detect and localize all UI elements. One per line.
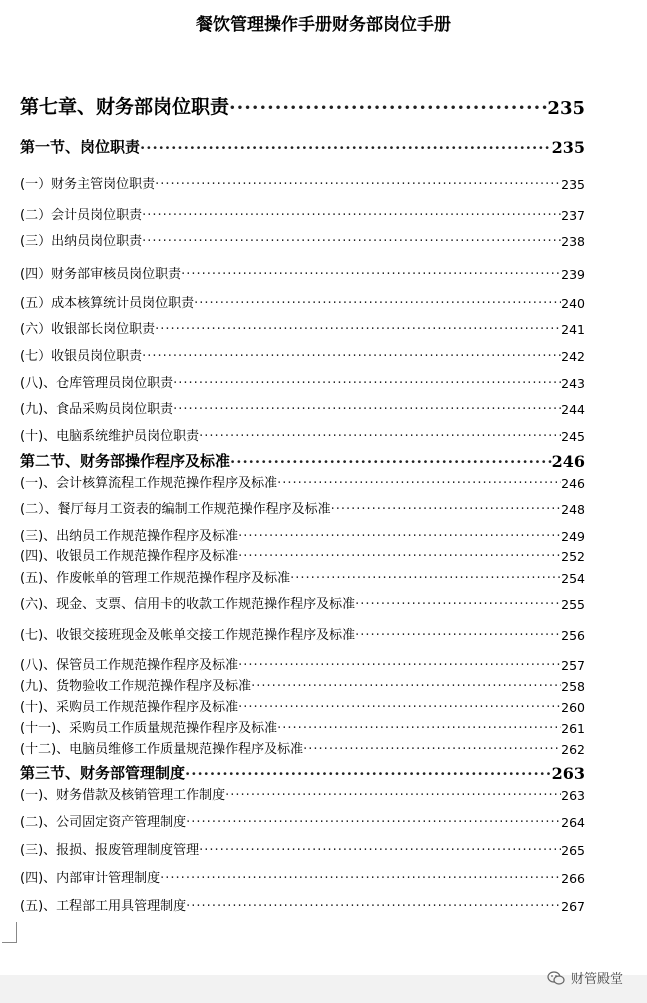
toc-page-number: 263 [561,788,585,803]
toc-section [20,450,585,471]
toc-item [20,498,585,517]
toc-entry-text: (五)、作废帐单的管理工作规范操作程序及标准 [20,571,291,586]
document-title: 餐饮管理操作手册财务部岗位手册 [196,15,451,35]
toc-item [20,717,585,736]
toc-page-number: 257 [561,658,585,673]
toc-page-number: 239 [561,267,585,282]
toc-item [20,398,585,417]
toc-entry-text: (六)、现金、支票、信用卡的收款工作规范操作程序及标准 [20,597,356,612]
toc-leader [181,267,561,282]
toc-leader [142,234,561,249]
toc-page-number: 235 [561,177,585,192]
toc-leader [185,765,552,783]
toc-leader [251,679,561,694]
toc-item [20,696,585,715]
page-margin-mark [2,922,17,943]
toc-leader [355,628,561,643]
toc-page-number: 265 [561,843,585,858]
toc-item [20,372,585,391]
toc-item [20,784,585,803]
toc-leader [194,296,561,311]
toc-entry-text: (四）财务部审核员岗位职责 [20,267,182,282]
toc-item [20,895,585,914]
toc-page-number: 237 [561,208,585,223]
toc-leader [238,529,561,544]
toc-entry-text: (九)、货物验收工作规范操作程序及标准 [20,679,252,694]
toc-item [20,624,585,643]
toc-item [20,593,585,612]
toc-entry-text: (三)、报损、报废管理制度管理 [20,843,200,858]
toc-leader [303,742,561,757]
toc-leader [229,97,547,119]
toc-section [20,136,585,157]
toc-leader [230,453,552,471]
toc-leader [225,788,561,803]
toc-entry-text: (六）收银部长岗位职责 [20,322,156,337]
toc-page-number: 246 [561,476,585,491]
toc-chapter [20,92,585,119]
toc-page-number: 243 [561,376,585,391]
toc-page-number: 246 [551,452,585,471]
toc-entry-text: (一）财务主管岗位职责 [20,177,156,192]
toc-page-number: 260 [561,700,585,715]
toc-entry-text: (四)、内部审计管理制度 [20,871,161,886]
toc-item [20,525,585,544]
toc-entry-text: (五）成本核算统计员岗位职责 [20,296,195,311]
toc-entry-text: (三）出纳员岗位职责 [20,234,143,249]
toc-leader [331,502,562,517]
toc-leader [199,843,561,858]
toc-entry-text: (七)、收银交接班现金及帐单交接工作规范操作程序及标准 [20,628,356,643]
toc-leader [238,658,561,673]
toc-leader [142,208,561,223]
toc-leader [186,815,561,830]
toc-entry-text: (八)、保管员工作规范操作程序及标准 [20,658,239,673]
toc-page-number: 266 [561,871,585,886]
toc-page-number: 241 [561,322,585,337]
toc-page-number: 262 [561,742,585,757]
toc-page-number: 264 [561,815,585,830]
toc-leader [238,700,561,715]
toc-leader [277,721,561,736]
toc-page-number: 242 [561,349,585,364]
toc-entry-text: (七）收银员岗位职责 [20,349,143,364]
toc-section [20,762,585,783]
toc-entry-text: (十)、电脑系统维护员岗位职责 [20,429,200,444]
toc-item [20,545,585,564]
toc-item [20,567,585,586]
toc-entry-text: 第一节、岗位职责 [20,138,141,156]
toc-page-number: 267 [561,899,585,914]
toc-item [20,173,585,192]
toc-page-number: 240 [561,296,585,311]
toc-leader [140,139,552,157]
toc-leader [355,597,561,612]
toc-leader [142,349,561,364]
toc-page-number: 235 [547,98,585,119]
toc-page-number: 263 [551,764,585,783]
toc-page-number: 258 [561,679,585,694]
toc-page-number: 249 [561,529,585,544]
toc-page-number: 261 [561,721,585,736]
toc-page-number: 256 [561,628,585,643]
watermark-text: 财管殿堂 [570,972,623,987]
toc-item [20,425,585,444]
toc-entry-text: (五)、工程部工用具管理制度 [20,899,187,914]
wechat-icon [547,971,565,985]
toc-item [20,675,585,694]
toc-entry-text: 第七章、财务部岗位职责 [20,96,230,118]
toc-page-number: 235 [551,138,585,157]
toc-item [20,738,585,757]
watermark [547,968,623,987]
toc-leader [277,476,561,491]
toc-entry-text: (八)、仓库管理员岗位职责 [20,376,174,391]
toc-item [20,204,585,223]
toc-entry-text: 第三节、财务部管理制度 [20,764,186,782]
toc-leader [155,322,561,337]
toc-item [20,345,585,364]
toc-page-number: 255 [561,597,585,612]
toc-leader [238,549,561,564]
toc-entry-text: (四)、收银员工作规范操作程序及标准 [20,549,239,564]
toc-item [20,867,585,886]
toc-entry-text: (十二)、电脑员维修工作质量规范操作程序及标准 [20,742,304,757]
toc-entry-text: 第二节、财务部操作程序及标准 [20,452,231,470]
toc-page-number: 254 [561,571,585,586]
toc-leader [160,871,561,886]
toc-entry-text: (二）、餐厅每月工资表的编制工作规范操作程序及标准 [20,502,331,517]
toc-item [20,839,585,858]
toc-page-number: 245 [561,429,585,444]
toc-leader [173,402,561,417]
toc-entry-text: (一)、财务借款及核销管理工作制度 [20,788,226,803]
toc-item [20,654,585,673]
toc-entry-text: (三)、出纳员工作规范操作程序及标准 [20,529,239,544]
toc-leader [186,899,561,914]
toc-leader [155,177,561,192]
toc-entry-text: (十)、采购员工作规范操作程序及标准 [20,700,239,715]
toc-page-number: 248 [561,502,585,517]
toc-leader [173,376,561,391]
toc-entry-text: (二）会计员岗位职责 [20,208,143,223]
toc-item [20,811,585,830]
toc-page-number: 238 [561,234,585,249]
toc-entry-text: (九)、食品采购员岗位职责 [20,402,174,417]
toc-entry-text: (二)、公司固定资产管理制度 [20,815,187,830]
toc-entry-text: (一)、会计核算流程工作规范操作程序及标准 [20,476,278,491]
toc-page-number: 252 [561,549,585,564]
toc-entry-text: (十一)、采购员工作质量规范操作程序及标准 [20,721,278,736]
toc-item [20,472,585,491]
toc-leader [290,571,561,586]
toc-item [20,263,585,282]
toc-item [20,230,585,249]
toc-item [20,292,585,311]
toc-item [20,318,585,337]
toc-leader [199,429,561,444]
toc-page-number: 244 [561,402,585,417]
